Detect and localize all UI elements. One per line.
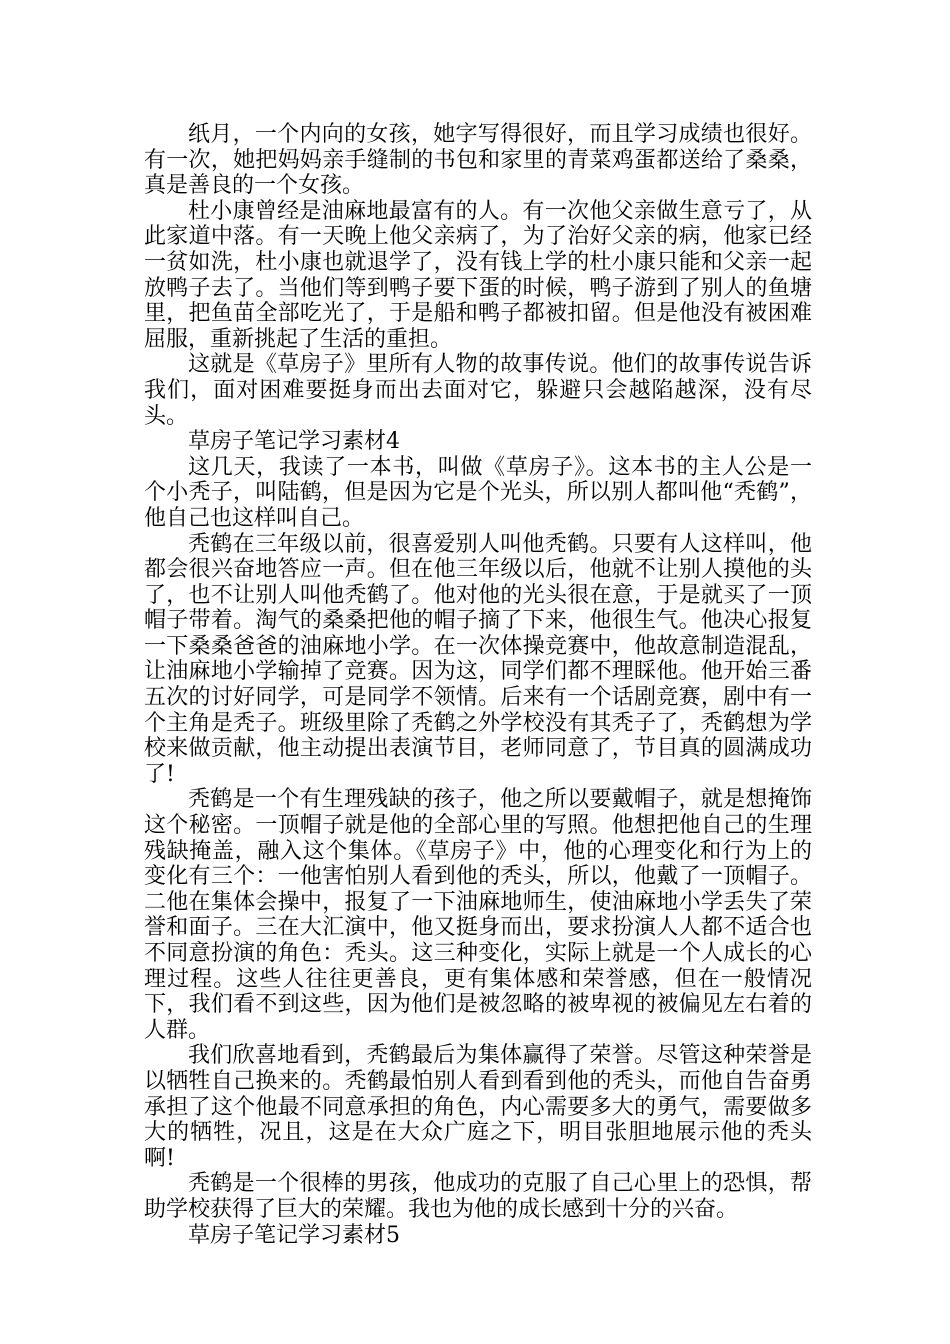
paragraph-tuhe-honor: 我们欣喜地看到，秃鹤最后为集体赢得了荣誉。尽管这种荣誉是以牺牲自己换来的。秃鹤最怕别人看到看到他的秃头，而他自告奋勇承担了这个他最不同意承担的角色，内心需要多大的勇气，需要做多大的牺牲，况且，这是在大众广庭之下，明目张胆地展示他的秃头啊! [144,1043,812,1171]
paragraph-conclusion: 秃鹤是一个很棒的男孩，他成功的克服了自己心里上的恐惧，帮助学校获得了巨大的荣耀。我也为他的成长感到十分的兴奋。 [144,1171,812,1222]
paragraph-summary: 这就是《草房子》里所有人物的故事传说。他们的故事传说告诉我们，面对困难要挺身而出去面对它，躲避只会越陷越深，没有尽头。 [144,352,812,429]
paragraph-zhiyue: 纸月，一个内向的女孩，她字写得很好，而且学习成绩也很好。有一次，她把妈妈亲手缝制的书包和家里的青菜鸡蛋都送给了桑桑，真是善良的一个女孩。 [144,122,812,199]
paragraph-du-xiaokang: 杜小康曾经是油麻地最富有的人。有一次他父亲做生意亏了，从此家道中落。有一天晚上他父亲病了，为了治好父亲的病，他家已经一贫如洗，杜小康也就退学了，没有钱上学的杜小康只能和父亲一起放鸭子去了。当他们等到鸭子要下蛋的时候，鸭子游到了别人的鱼塘里，把鱼苗全部吃光了，于是船和鸭子都被扣留。但是他没有被困难屈服，重新挑起了生活的重担。 [144,198,812,352]
section-heading-4: 草房子笔记学习素材4 [188,429,400,455]
document-page [144,122,812,1248]
paragraph-intro-tuhe: 这几天，我读了一本书，叫做《草房子》。这本书的主人公是一个小秃子，叫陆鹤，但是因为它是个光头，所以别人都叫他“秃鹤”，他自己也这样叫自己。 [144,454,812,531]
paragraph-tuhe-story: 秃鹤在三年级以前，很喜爱别人叫他秃鹤。只要有人这样叫，他都会很兴奋地答应一声。但在他三年级以后，他就不让别人摸他的头了，也不让别人叫他秃鹤了。他对他的光头很在意，于是就买了一顶帽子带着。淘气的桑桑把他的帽子摘了下来，他很生气。他决心报复一下桑桑爸爸的油麻地小学。在一次体操竞赛中，他故意制造混乱，让油麻地小学输掉了竞赛。因为这，同学们都不理睬他。他开始三番五次的讨好同学，可是同学不领情。后来有一个话剧竞赛，剧中有一个主角是秃子。班级里除了秃鹤之外学校没有其秃子了，秃鹤想为学校来做贡献，他主动提出表演节目，老师同意了，节目真的圆满成功了! [144,531,812,787]
section-heading-5: 草房子笔记学习素材5 [188,1222,400,1248]
paragraph-tuhe-analysis: 秃鹤是一个有生理残缺的孩子，他之所以要戴帽子，就是想掩饰这个秘密。一顶帽子就是他的全部心里的写照。他想把他自己的生理残缺掩盖，融入这个集体。《草房子》中，他的心理变化和行为上的变化有三个：一他害怕别人看到他的秃头，所以，他戴了一顶帽子。二他在集体会操中，报复了一下油麻地师生，使油麻地小学丢失了荣誉和面子。三在大汇演中，他又挺身而出，要求扮演人人都不适合也不同意扮演的角色：秃头。这三种变化，实际上就是一个人成长的心理过程。这些人往往更善良，更有集体感和荣誉感，但在一般情况下，我们看不到这些，因为他们是被忽略的被卑视的被偏见左右着的人群。 [144,787,812,1043]
